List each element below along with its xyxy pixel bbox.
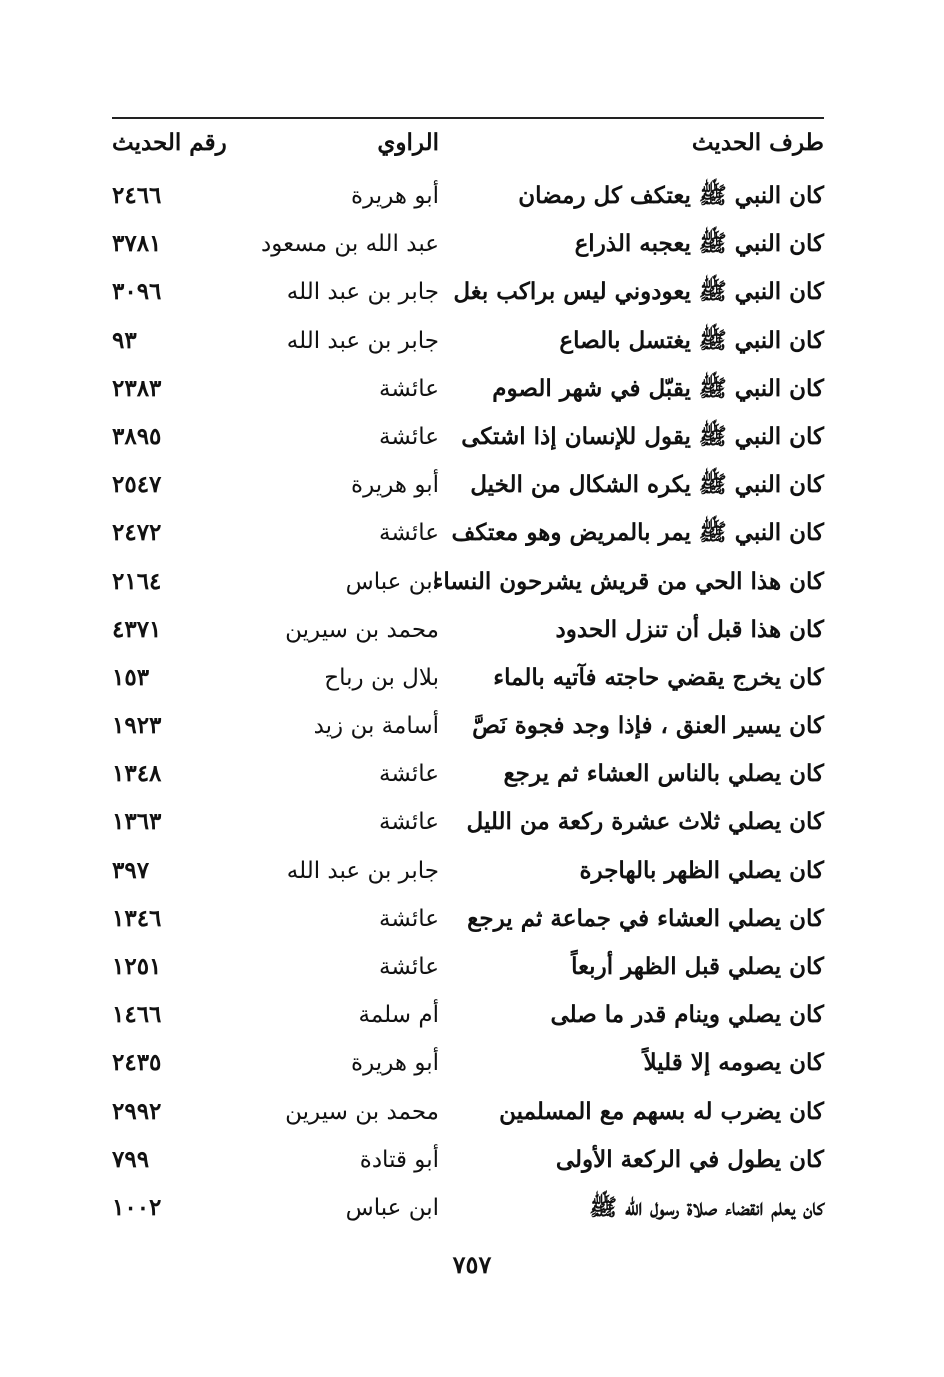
narrator-cell: محمد بن سيرين (285, 616, 439, 643)
hadith-cell: كان النبي ﷺ يمر بالمريض وهو معتكف (451, 519, 824, 547)
table-row (112, 369, 824, 417)
hadith-cell: كان يخرج يقضي حاجته فآتيه بالماء (493, 663, 824, 691)
number-cell: ٢٤٦٦ (112, 182, 162, 209)
hadith-cell: كان يصلي بالناس العشاء ثم يرجع (503, 760, 824, 788)
number-cell: ٢٤٧٢ (112, 519, 162, 547)
table-row (112, 562, 824, 610)
table-row (112, 610, 824, 658)
number-cell: ٣٧٨١ (112, 230, 162, 258)
number-cell: ٢٣٨٣ (112, 374, 162, 402)
narrator-cell: ابن عباس (345, 1194, 439, 1221)
narrator-cell: عائشة (379, 520, 439, 547)
table-row (112, 272, 824, 320)
narrator-cell: عائشة (379, 905, 439, 932)
number-cell: ٣٠٩٦ (112, 278, 162, 306)
table-row (112, 1043, 824, 1091)
number-cell: ٩٣ (112, 326, 137, 354)
table-row (112, 851, 824, 899)
table-row (112, 465, 824, 513)
narrator-cell: أبو هريرة (351, 472, 439, 499)
table-row (112, 947, 824, 995)
table-row (112, 1140, 824, 1188)
number-cell: ٤٣٧١ (112, 615, 162, 643)
number-cell: ٣٩٧ (112, 856, 150, 884)
narrator-cell: أم سلمة (358, 1002, 439, 1029)
hadith-index-table (112, 176, 824, 1236)
number-cell: ٣٨٩٥ (112, 422, 162, 450)
narrator-cell: عبد الله بن مسعود (261, 231, 439, 258)
number-cell: ١٠٠٢ (112, 1193, 162, 1221)
narrator-cell: جابر بن عبد الله (286, 327, 439, 354)
narrator-cell: عائشة (379, 809, 439, 836)
narrator-cell: عائشة (379, 375, 439, 402)
table-row (112, 224, 824, 272)
table-row (112, 754, 824, 802)
table-row (112, 1188, 824, 1236)
table-row (112, 802, 824, 850)
narrator-cell: جابر بن عبد الله (286, 279, 439, 306)
narrator-cell: جابر بن عبد الله (286, 857, 439, 884)
page-number: ٧٥٧ (452, 1250, 492, 1279)
table-header (112, 126, 824, 160)
table-row (112, 176, 824, 224)
narrator-cell: عائشة (379, 761, 439, 788)
number-cell: ٢٥٤٧ (112, 471, 162, 499)
number-cell: ٢١٦٤ (112, 567, 162, 595)
header-rule (112, 117, 824, 119)
hadith-cell: كان يصلي ثلاث عشرة ركعة من الليل (466, 808, 824, 836)
hadith-cell: كان يصلي وينام قدر ما صلى (550, 1001, 824, 1029)
narrator-cell: عائشة (379, 954, 439, 980)
hadith-cell: كان النبي ﷺ يقول للإنسان إذا اشتكى (461, 422, 824, 450)
narrator-cell: أسامة بن زيد (313, 713, 439, 740)
hadith-cell: كان النبي ﷺ يعودوني ليس براكب بغل (453, 278, 824, 306)
hadith-cell: كان النبي ﷺ يعتكف كل رمضان (518, 182, 824, 209)
table-row (112, 1092, 824, 1140)
number-cell: ١٣٦٣ (112, 808, 162, 836)
number-cell: ١٣٤٨ (112, 760, 162, 788)
narrator-cell: محمد بن سيرين (285, 1098, 439, 1125)
number-cell: ١٢٥١ (112, 953, 162, 980)
table-row (112, 321, 824, 369)
number-cell: ١٤٦٦ (112, 1001, 162, 1029)
table-row (112, 995, 824, 1043)
hadith-cell: كان يصلي الظهر بالهاجرة (579, 856, 824, 884)
hadith-cell: كان يسير العنق ، فإذا وجد فجوة نَصَّ (472, 712, 824, 740)
narrator-cell: أبو هريرة (351, 183, 439, 209)
hadith-cell: كان يصلي العشاء في جماعة ثم يرجع (467, 904, 824, 932)
number-cell: ٧٩٩ (112, 1145, 150, 1173)
hadith-cell: كان النبي ﷺ يقبّل في شهر الصوم (492, 374, 824, 402)
table-row (112, 658, 824, 706)
hadith-cell: كان النبي ﷺ يغتسل بالصاع (559, 326, 824, 354)
hadith-cell: كان النبي ﷺ يعجبه الذراع (574, 230, 824, 258)
number-cell: ١٩٢٣ (112, 712, 162, 740)
number-cell: ٢٩٩٢ (112, 1097, 162, 1125)
hadith-cell: كان هذا الحي من قريش يشرحون النساء (432, 567, 824, 595)
hadith-cell: كان يطول في الركعة الأولى (555, 1145, 824, 1173)
hadith-cell: كان النبي ﷺ يكره الشكال من الخيل (470, 471, 824, 499)
number-cell: ٢٤٣٥ (112, 1049, 162, 1077)
table-row (112, 706, 824, 754)
narrator-cell: أبو قتادة (359, 1146, 439, 1173)
table-row (112, 417, 824, 465)
narrator-cell: ابن عباس (345, 568, 439, 595)
hadith-cell: كان هذا قبل أن تنزل الحدود (555, 615, 824, 643)
number-cell: ١٥٣ (112, 663, 150, 691)
hadith-cell: كان يصلي قبل الظهر أربعاً (571, 953, 824, 980)
number-cell: ١٣٤٦ (112, 904, 162, 932)
header-narrator: الراوي (377, 129, 439, 156)
narrator-cell: بلال بن رباح (324, 664, 439, 691)
narrator-cell: أبو هريرة (351, 1050, 439, 1077)
table-row (112, 513, 824, 561)
hadith-cell: كان يصومه إلا قليلاً (643, 1049, 824, 1077)
table-row (112, 899, 824, 947)
narrator-cell: عائشة (379, 423, 439, 450)
hadith-cell: كان يضرب له بسهم مع المسلمين (499, 1097, 824, 1125)
hadith-cell: كان يعلم انقضاء صلاة رسول الله ﷺ (589, 1193, 824, 1221)
header-number: رقم الحديث (112, 129, 227, 156)
header-hadith: طرف الحديث (691, 129, 824, 156)
